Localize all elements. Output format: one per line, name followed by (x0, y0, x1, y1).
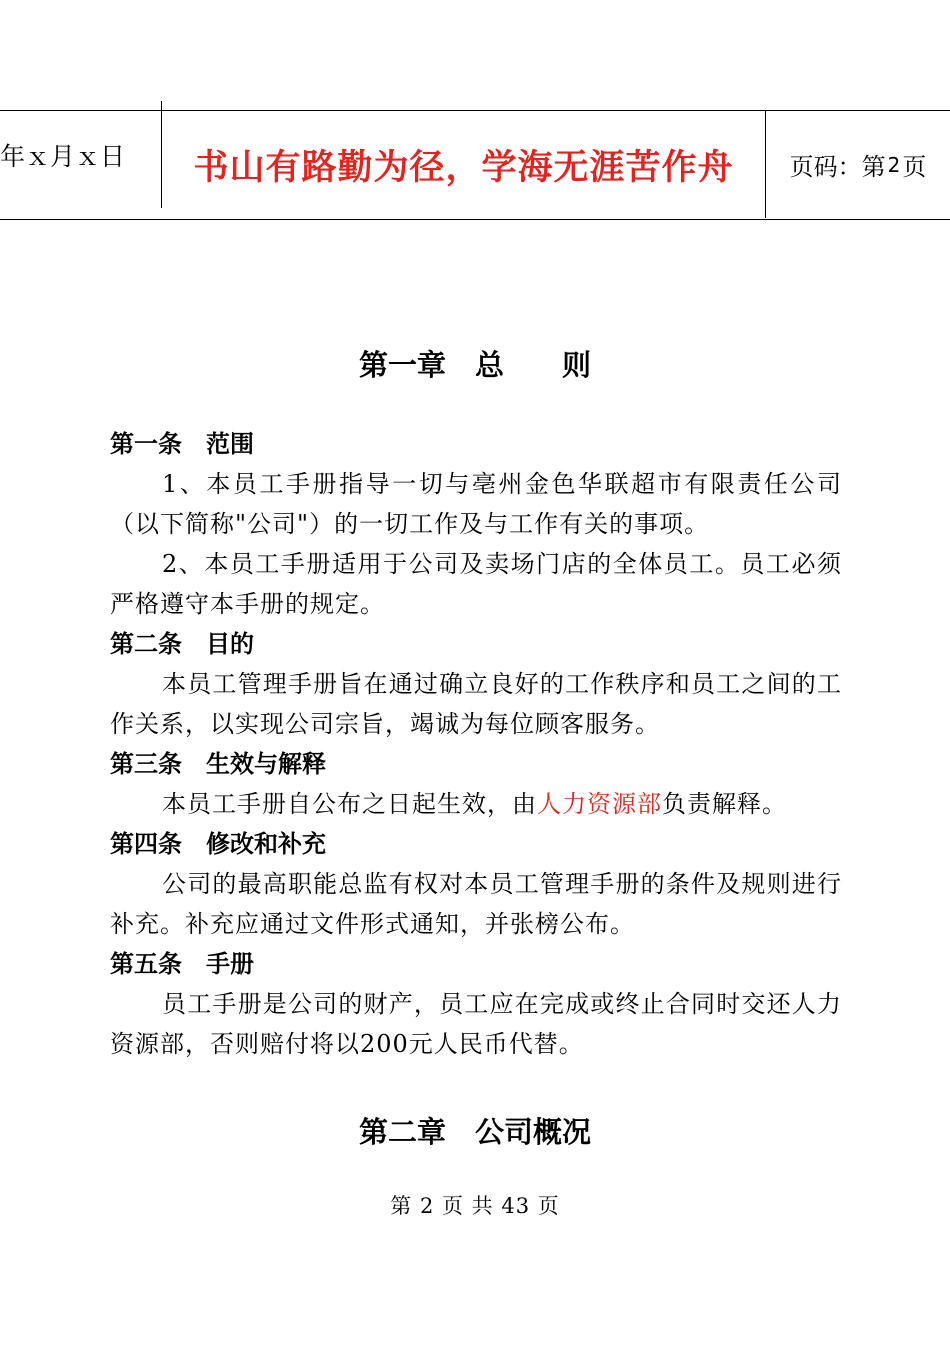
header-motto (162, 111, 766, 218)
article-5 (110, 944, 842, 1064)
article-heading: 第五条 手册 (110, 950, 254, 978)
chapter-1-body (110, 424, 842, 1064)
header-date (0, 101, 162, 208)
header-date-text: 年ｘ月ｘ日 (0, 141, 126, 171)
paragraph-text: 负责解释。 (662, 790, 787, 818)
article-2 (110, 624, 842, 744)
article-paragraph: 本员工管理手册旨在通过确立良好的工作秩序和员工之间的工作关系，以实现公司宗旨，竭诚为每位顾客服务。 (110, 670, 842, 738)
article-3 (110, 744, 842, 824)
header-page-label: 页码：第 (789, 153, 886, 181)
article-paragraph: 员工手册是公司的财产，员工应在完成或终止合同时交还人力资源部，否则赔付将以200元人民币代替。 (110, 990, 842, 1058)
article-paragraph: 1、本员工手册指导一切与亳州金色华联超市有限责任公司（以下简称"公司"）的一切工作及与工作有关的事项。 (110, 470, 842, 538)
article-heading: 第四条 修改和补充 (110, 830, 326, 858)
article-1 (110, 424, 842, 624)
header-page-number (766, 111, 950, 218)
chapter-1-title: 第一章 总 则 (358, 348, 591, 382)
page-footer: 第 2 页 共 43 页 (390, 1194, 560, 1218)
paragraph-text: 本员工手册自公布之日起生效，由 (162, 790, 537, 818)
article-heading: 第二条 目的 (110, 630, 254, 658)
article-4 (110, 824, 842, 944)
header-motto-text: 书山有路勤为径，学海无涯苦作舟 (193, 147, 734, 188)
article-paragraph: 2、本员工手册适用于公司及卖场门店的全体员工。员工必须严格遵守本手册的规定。 (110, 550, 842, 618)
page-header (0, 110, 950, 220)
chapter-2-title: 第二章 公司概况 (358, 1115, 591, 1149)
hr-department-highlight: 人力资源部 (537, 790, 662, 818)
article-heading: 第三条 生效与解释 (110, 750, 326, 778)
article-paragraph (110, 784, 842, 824)
header-page-suffix: 页 (902, 153, 927, 181)
article-paragraph: 公司的最高职能总监有权对本员工管理手册的条件及规则进行补充。补充应通过文件形式通知，并张榜公布。 (110, 870, 842, 938)
header-page-digit: 2 (887, 152, 901, 177)
article-heading: 第一条 范围 (110, 430, 254, 458)
